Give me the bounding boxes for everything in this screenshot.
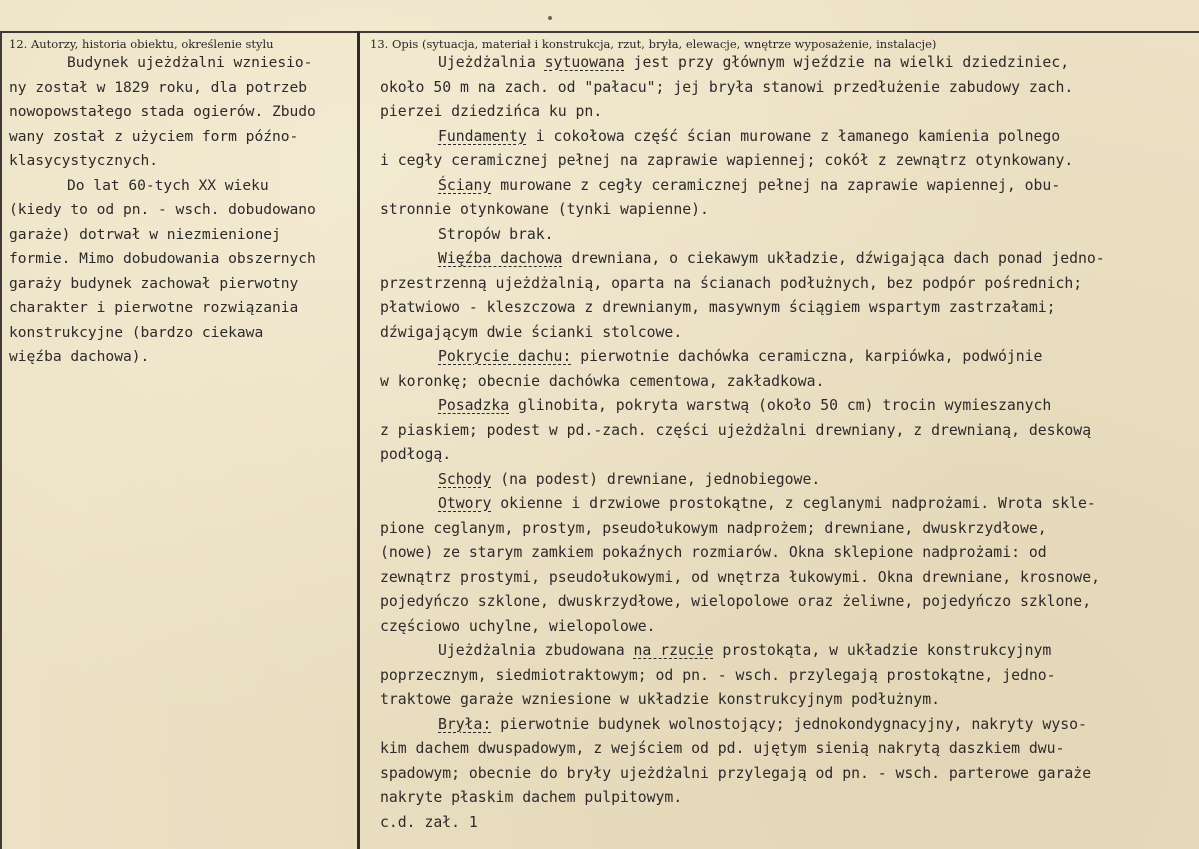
description-line: poprzecznym, siedmiotraktowym; od pn. - wsch. przylegają prostokątne, jedno- xyxy=(380,666,1056,684)
text-run: pierwotnie budynek wolnostojący; jednokondygnacyjny, nakryty wyso- xyxy=(491,715,1087,733)
text-run: (na podest) drewniane, jednobiegowe. xyxy=(491,470,821,488)
term-wiezba-dachowa: Więźba dachowa xyxy=(438,250,563,267)
description-line xyxy=(380,639,1195,664)
description-line: pojedyńczo szklone, dwuskrzydłowe, wielopolowe oraz żeliwne, pojedyńczo szklone, xyxy=(380,593,1092,610)
term-otwory: Otwory xyxy=(438,495,492,512)
history-line: ny został w 1829 roku, dla potrzeb xyxy=(9,78,308,96)
history-line: nowopowstałego stada ogierów. Zbudo xyxy=(9,103,316,120)
term-fundamenty: Fundamenty xyxy=(438,127,527,145)
history-line: garaży budynek zachował pierwotny xyxy=(9,274,299,292)
term-na-rzucie: na rzucie xyxy=(633,642,714,659)
description-line: z piaskiem; podest w pd.-zach. części ujeżdżalni drewniany, z drewnianą, deskową xyxy=(380,421,1092,439)
term-schody: Schody xyxy=(438,470,492,488)
description-line xyxy=(380,125,1195,150)
description-line: pierzei dziedzińca ku pn. xyxy=(380,103,603,120)
text-run: drewniana, o ciekawym układzie, dźwigająca dach ponad jedno- xyxy=(562,250,1105,267)
description-column xyxy=(380,51,1195,835)
description-line: i cegły ceramicznej pełnej na zaprawie wapiennej; cokół z zewnątrz otynkowany. xyxy=(380,152,1074,169)
description-line: płatwiowo - kleszczowa z drewnianym, masywnym ściągiem wspartym zastrzałami; xyxy=(380,299,1056,316)
text-run: jest przy głównym wjeździe na wielki dziedziniec, xyxy=(624,54,1070,71)
left-border xyxy=(0,31,2,849)
history-line: formie. Mimo dobudowania obszernych xyxy=(9,250,316,267)
description-line: Stropów brak. xyxy=(438,225,554,243)
description-line: w koronkę; obecnie dachówka cementowa, zakładkowa. xyxy=(380,372,825,390)
description-line xyxy=(380,51,1195,76)
description-line: stronnie otynkowane (tynki wapienne). xyxy=(380,201,709,218)
text-run: prostokąta, w układzie konstrukcyjnym xyxy=(713,642,1052,659)
description-line: około 50 m na zach. od "pałacu"; jej bryła stanowi przedłużenie zabudowy zach. xyxy=(380,78,1074,96)
history-line: garaże) dotrwał w niezmienionej xyxy=(9,225,281,243)
text-run: okienne i drzwiowe prostokątne, z ceglanymi nadprożami. Wrota skle- xyxy=(491,495,1096,512)
continuation-note: c.d. zał. 1 xyxy=(380,813,478,831)
term-pokrycie-dachu: Pokrycie dachu: xyxy=(438,348,572,365)
description-line: (nowe) ze starym zamkiem pokaźnych rozmiarów. Okna sklepione nadprożami: od xyxy=(380,544,1047,561)
description-line: zewnątrz prostymi, pseudołukowymi, od wnętrza łukowymi. Okna drewniane, krosnowe, xyxy=(380,568,1100,586)
history-line: więźba dachowa). xyxy=(9,348,150,365)
description-line xyxy=(380,713,1195,738)
description-line xyxy=(380,247,1195,272)
history-line: konstrukcyjne (bardzo ciekawa xyxy=(9,323,264,341)
description-line: podłogą. xyxy=(380,446,452,463)
description-line: traktowe garaże wzniesione w układzie konstrukcyjnym podłużnym. xyxy=(380,691,940,708)
description-line xyxy=(380,345,1195,370)
section-12-heading: 12. Autorzy, historia obiektu, określenie stylu xyxy=(9,37,274,51)
description-line: częściowo uchylne, wielopolowe. xyxy=(380,617,656,635)
description-line: spadowym; obecnie do bryły ujeżdżalni przylegają od pn. - wsch. parterowe garaże xyxy=(380,764,1092,782)
text-run: glinobita, pokryta warstwą (około 50 cm) trocin wymieszanych xyxy=(509,397,1052,414)
history-line: (kiedy to od pn. - wsch. dobudowano xyxy=(9,201,316,218)
history-column xyxy=(9,51,354,370)
term-bryla: Bryła: xyxy=(438,715,492,733)
description-line: nakryte płaskim dachem pulpitowym. xyxy=(380,789,683,806)
history-line: Do lat 60-tych XX wieku xyxy=(67,176,269,194)
punch-mark xyxy=(548,16,552,20)
description-line: przestrzenną ujeżdżalnią, oparta na ścianach podłużnych, bez podpór pośrednich; xyxy=(380,274,1083,292)
description-line xyxy=(380,394,1195,419)
description-line: dźwigającym dwie ścianki stolcowe. xyxy=(380,323,683,341)
description-line xyxy=(380,492,1195,517)
term-sytuowana: sytuowana xyxy=(544,54,625,71)
description-line: kim dachem dwuspadowym, z wejściem od pd. ujętym sienią nakrytą daszkiem dwu- xyxy=(380,740,1065,757)
text-run: murowane z cegły ceramicznej pełnej na zaprawie wapiennej, obu- xyxy=(491,176,1061,194)
top-rule xyxy=(0,31,1199,33)
text-run: Ujeżdżalnia zbudowana xyxy=(438,642,634,659)
description-line xyxy=(380,468,1195,493)
section-13-heading: 13. Opis (sytuacja, materiał i konstrukcja, rzut, bryła, elewacje, wnętrze wyposażenie, instalacje) xyxy=(370,37,937,51)
term-posadzka: Posadzka xyxy=(438,397,510,414)
history-line: charakter i pierwotne rozwiązania xyxy=(9,299,299,316)
text-run: pierwotnie dachówka ceramiczna, karpiówka, podwójnie xyxy=(571,348,1043,365)
history-line: Budynek ujeżdżalni wzniesio- xyxy=(67,54,313,71)
text-run: i cokołowa część ścian murowane z łamanego kamienia polnego xyxy=(526,127,1061,145)
column-divider xyxy=(357,31,360,849)
text-run: Ujeżdżalnia xyxy=(438,54,545,71)
history-line: klasycystycznych. xyxy=(9,152,159,169)
history-line: wany został z użyciem form późno- xyxy=(9,127,299,145)
term-sciany: Ściany xyxy=(438,176,492,194)
description-line xyxy=(380,174,1195,199)
description-line: pione ceglanym, prostym, pseudołukowym nadprożem; drewniane, dwuskrzydłowe, xyxy=(380,519,1047,537)
